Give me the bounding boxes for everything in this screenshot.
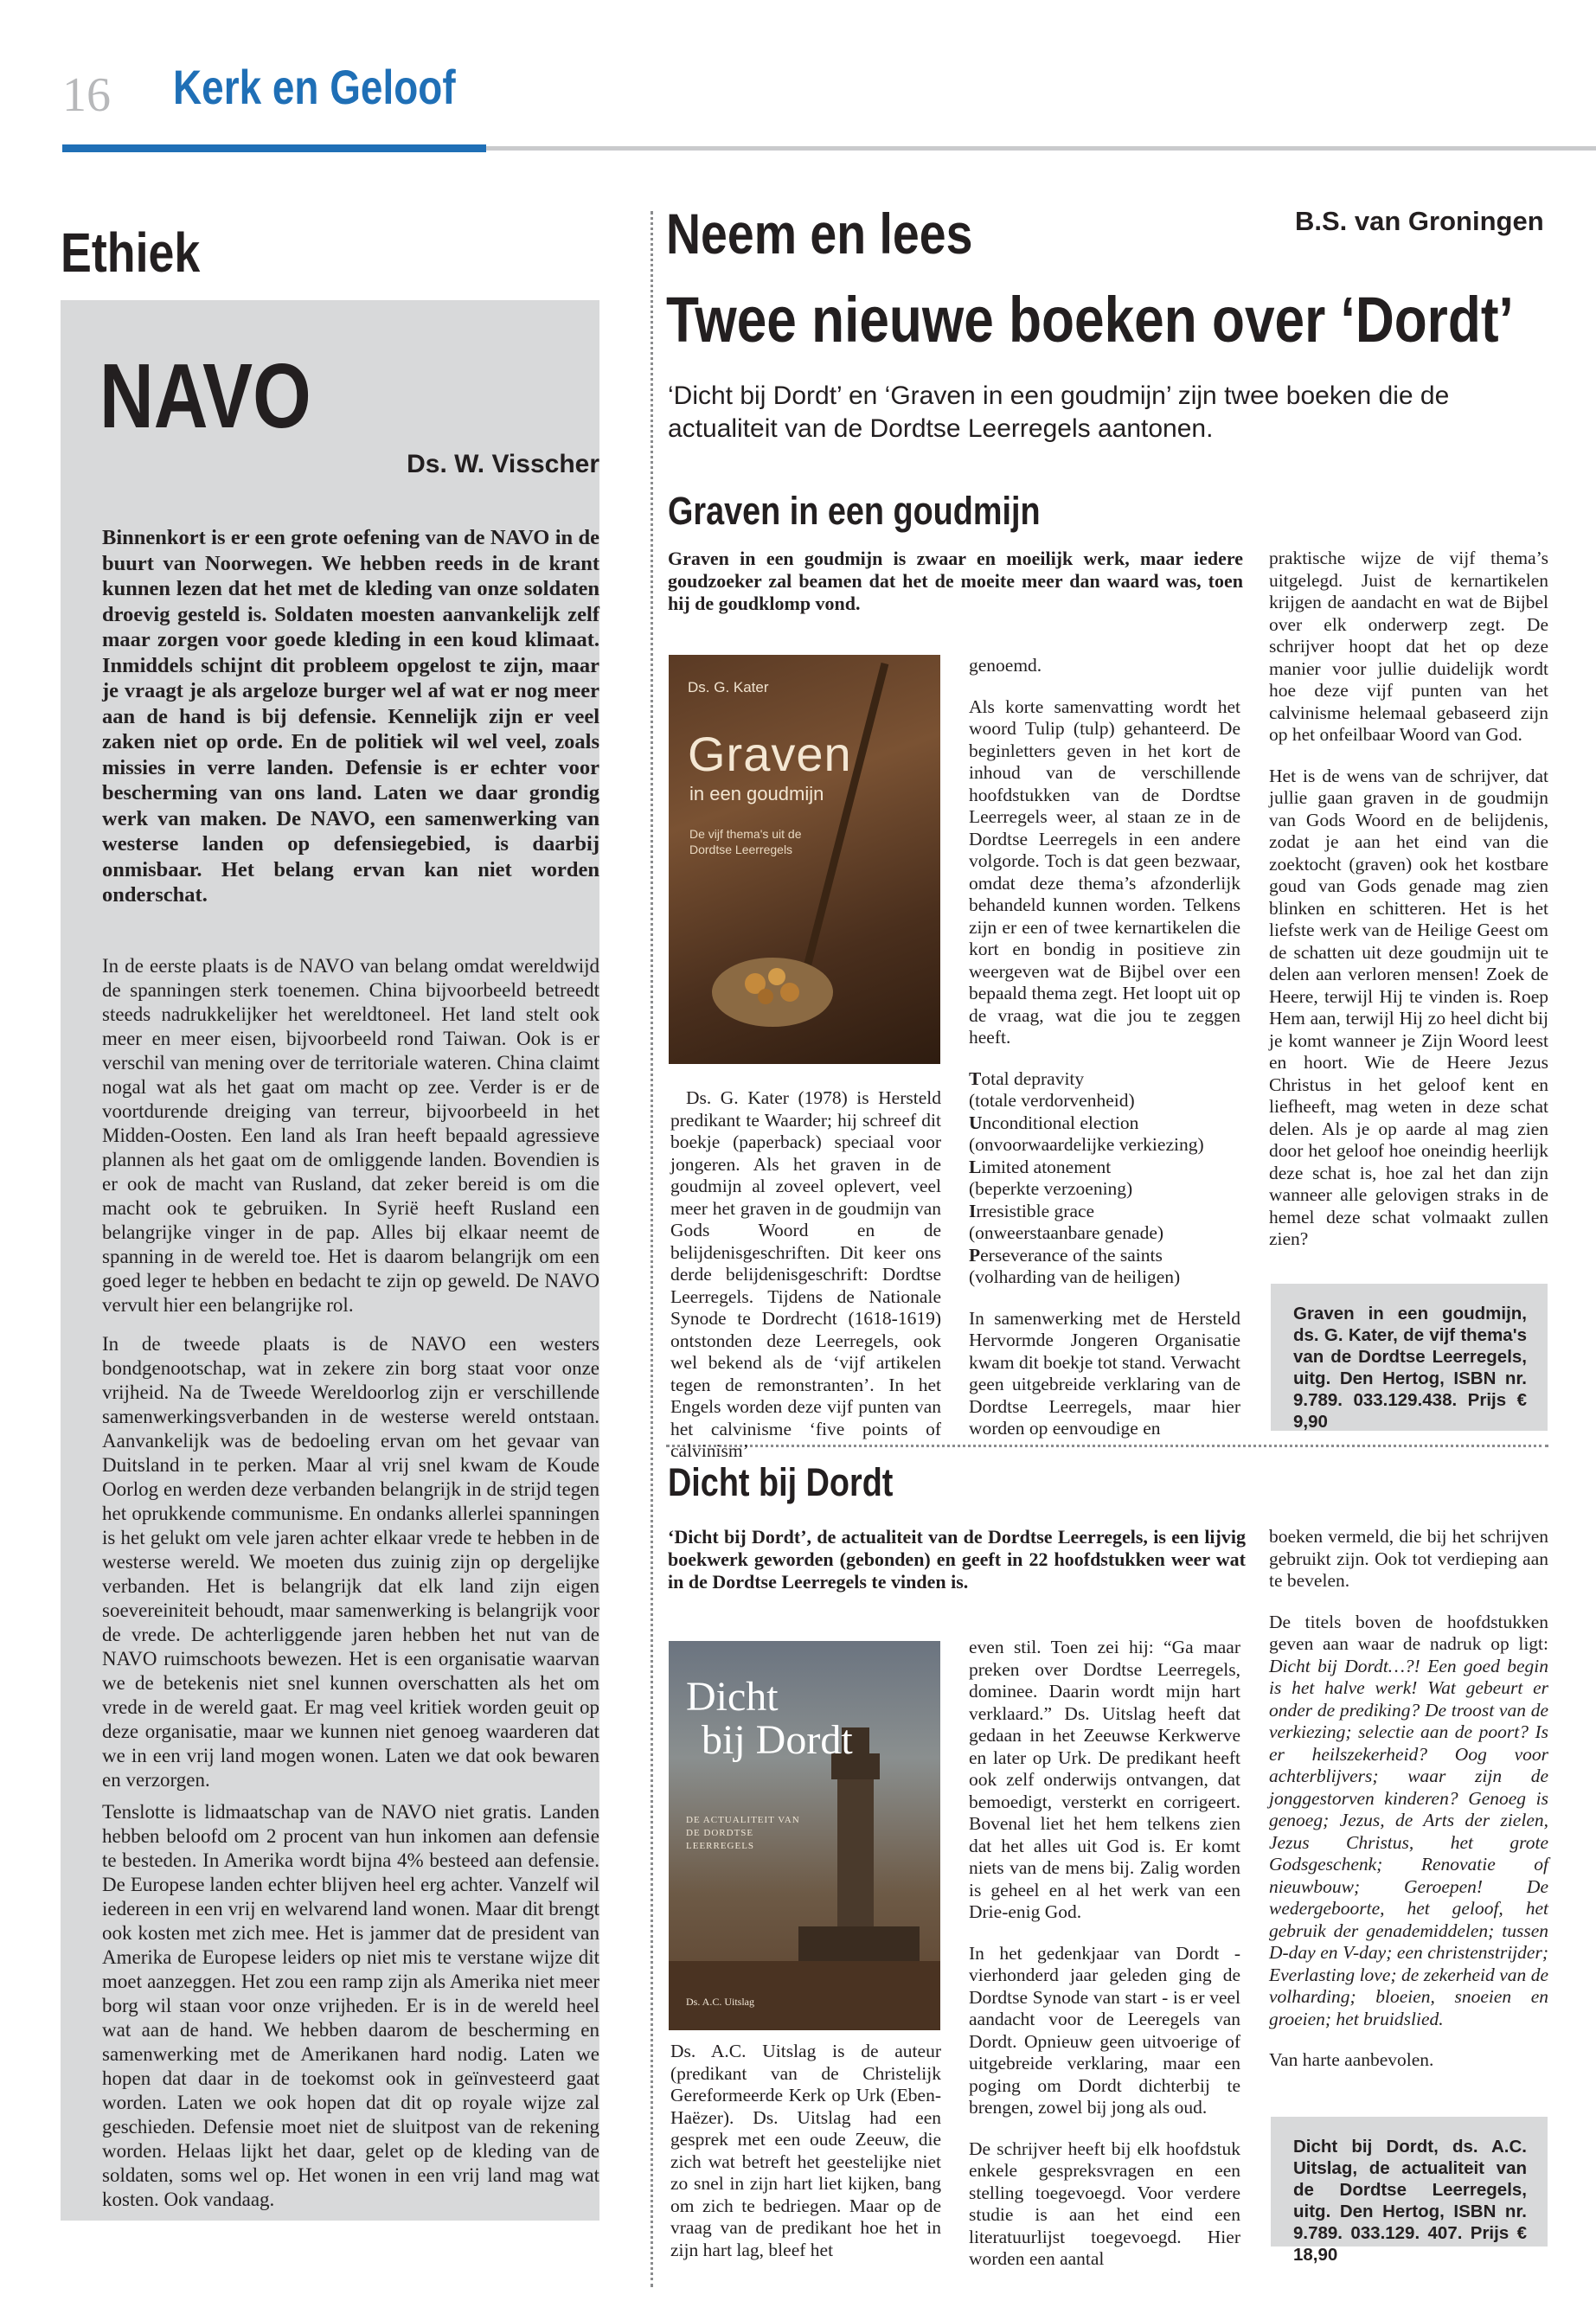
dicht-intro: ‘Dicht bij Dordt’, de actualiteit van de Dordtse Leerregels, is een lijvig boekwerk geworden (gebonden) en geeft in 22 hoofdstukken weer wat in de Dordtse Leerregels te vinden is.: [668, 1526, 1246, 1593]
dicht-cover-title-line-1: Dicht: [686, 1674, 779, 1720]
graven-cover-description: De vijf thema's uit de Dordtse Leerregels: [689, 827, 802, 856]
graven-column-2-closing: In samenwerking met de Hersteld Hervormde Jongeren Organisatie kwam dit boekje tot stand. Verwacht geen uitgebreide verklaring van de Dordtse Leerregels, maar hier worden op eenvoudige en: [969, 1307, 1240, 1439]
graven-column-3: [1269, 548, 1548, 1251]
dicht-cover-author: Ds. A.C. Uitslag: [686, 1996, 755, 2008]
dicht-column-1: [670, 2041, 941, 2261]
dicht-column-3: [1269, 1526, 1548, 2072]
dicht-column-2-text-b: In het gedenkjaar van Dordt - vierhonderd jaar geleden ging de Dordtse Synode van start - is er veel aandacht voor de Leeregels van Dordt. Opnieuw geen uitvoerige of uitgebreide verklaring, maar een poging om Dordt dichterbij te brengen, zowel bij jong als oud.: [969, 1942, 1240, 2118]
shovel-illustration: [669, 655, 940, 1064]
tulip-item: Unconditional election: [969, 1112, 1139, 1133]
dicht-heading: Dicht bij Dordt: [668, 1460, 894, 1504]
dicht-titles-intro: De titels boven de hoofdstukken geven aan waar de nadruk op ligt:: [1269, 1611, 1548, 1654]
graven-column-1: [670, 1087, 941, 1463]
graven-intro: Graven in een goudmijn is zwaar en moeilijk werk, maar iedere goudzoeker zal beamen dat het de moeite meer dan waard was, toen hij de goudklomp vond.: [668, 548, 1243, 614]
dicht-cover-title-line-2: bij Dordt: [702, 1717, 853, 1763]
dicht-column-1-text: Ds. A.C. Uitslag is de auteur (predikant van de Christelijk Gereformeerde Kerk op Urk (Eben-Haëzer). Ds. Uitslag had een gesprek met een oude Zeeuw, die zich wat betreft het geestelijke niet zo snel in zijn hart liet kijken, bang om zich te bedriegen. Maar op de vraag van de predikant hoe het in zijn hart lag, bleef het: [670, 2041, 941, 2260]
article-title: Twee nieuwe boeken over ‘Dordt’: [666, 284, 1514, 356]
dicht-cover-title: [686, 1676, 853, 1762]
tulip-item: Irresistible grace: [969, 1200, 1095, 1221]
navo-paragraph-2: [102, 1332, 599, 1792]
rubric-neem-en-lees: Neem en lees: [666, 202, 973, 266]
page-number: 16: [62, 68, 111, 122]
graven-book-info: Graven in een goudmijn, ds. G. Kater, de vijf thema's van de Dordtse Leerregels, uitg. Den Hertog, ISBN nr. 9.789. 033.129.438. Prijs € 9,90: [1271, 1284, 1548, 1431]
navo-paragraph-3-text: Tenslotte is lidmaatschap van de NAVO niet gratis. Landen hebben beloofd om 2 procent van hun inkomen aan defensie te besteden. In Amerika wordt bijna 4% besteed aan defensie. De Europese landen echter blijven heel erg achter. Vanzelf wil iedereen in een vrij en welvarend land wonen. Maar dit brengt ook kosten met zich mee. Het is jammer dat de president van Amerika de Europese leiders op niet mis te verstane wijze dit moet aanzeggen. Het zou een ramp zijn als Amerika niet meer borg wil staan voor onze vrijheden. Er is in de wereld heel wat aan de hand. We hebben daarom de bescherming en samenwerking met de Amerikanen hard nodig. Laten we hopen dat daar in de toekomst ook in geïnvesteerd gaat worden. Laten we ook hopen dat dit op royale wijze zal geschieden. Defensie moet niet de sluitpost van de rekening worden. Helaas lijkt het daar, gelet op de kleding van de soldaten, soms wel op. Het wonen in een vrij land mag wat kosten. Ook vandaag.: [102, 1801, 599, 2210]
dicht-book-info: Dicht bij Dordt, ds. A.C. Uitslag, de actualiteit van de Dordtse Leerregels, uitg. Den Hertog, ISBN nr. 9.789. 033.129. 407. Prijs € 18,90: [1271, 2117, 1548, 2247]
rubric-ethiek: Ethiek: [61, 221, 201, 284]
dicht-column-3-text-c: Van harte aanbevolen.: [1269, 2049, 1434, 2070]
article-lead: ‘Dicht bij Dordt’ en ‘Graven in een goudmijn’ zijn twee boeken die de actualiteit van de Dordtse Leerregels aantonen.: [668, 381, 1450, 443]
tulip-item: Limited atonement: [969, 1156, 1112, 1177]
navo-paragraph-1-text: In de eerste plaats is de NAVO van belang omdat wereldwijd de spanningen sterk toenemen. China bijvoorbeeld betreedt steeds nadrukkelijker het wereldtoneel. Het land stelt ook meer en meer eisen, bijvoorbeeld rond Taiwan. Ook is er verschil van mening over de territoriale wateren. China claimt nogal wat als het gaat om macht op zee. Verder is er de voortdurende dreiging van terreur, bijvoorbeeld in het Midden-Oosten. Een land als Iran heeft bepaald agressieve plannen als het gaat om de omliggende landen. Bovendien is er ook de macht van Rusland, dat zeker bereid is om die macht ook te gebruiken. In Syrië heeft Rusland een belangrijke vinger in de pap. Alles bij elkaar neemt de spanning in de wereld toe. Het is daarom belangrijk om een goed leger te hebben en bedacht te zijn op geweld. De NAVO vervult hier een belangrijke rol.: [102, 955, 599, 1316]
tulip-item: (onvoorwaardelijke verkiezing): [969, 1134, 1204, 1155]
dicht-column-2: [969, 1637, 1240, 2271]
header-rule: [486, 146, 1596, 151]
navo-intro-text: Binnenkort is er een grote oefening van de NAVO in de buurt van Noorwegen. We hebben reeds in de krant kunnen lezen dat het met de kleding van onze soldaten droevig gesteld is. Soldaten moesten aanvankelijk zelf maar zorgen voor goede kleding in een koud klimaat. Inmiddels schijnt dit probleem opgelost te zijn, maar je vraagt je als argeloze burger wel af wat er nog meer aan de hand is bij defensie. Kennelijk zijn er veel zaken niet op orde. En de politiek wil wel veel, zoals missies in verre landen. Defensie is er echter voor bescherming van ons land. Laten we daar grondig werk van maken. De NAVO, een samenwerking van westerse landen op defensiegebied, is daarbij onmisbaar. Het belang ervan kan niet worden onderschat.: [102, 526, 599, 907]
navo-intro: [102, 525, 599, 908]
tulip-item: (onweerstaanbare genade): [969, 1222, 1164, 1243]
graven-book-cover: [669, 655, 940, 1064]
graven-column-3-text-b: Het is de wens van de schrijver, dat jullie gaan graven in de goudmijn van Gods Woord en de belijdenis, zodat je aan het eind van die zoektocht (graven) ook het kostbare goud van Gods genade mag zien blinken en schitteren. Het is het liefste werk van de Heilige Geest om de schatten uit deze goudmijn uit te delen aan verloren mensen! Zoek de Heere, terwijl Hij te vinden is. Roep Hem aan, terwijl Hij zo heel dicht bij je komt wanneer je Zijn Woord leest en hoort. Wie de Heere Jezus Christus in het geloof kent en liefheeft, mag weten in deze schat delen. Als je op aarde al mag zien door het geloof hoe oneindig heerlijk deze schat is, hoe zal het dan zijn wanneer alle gelovigen straks in de hemel deze schat volmaakt zullen zien?: [1269, 765, 1548, 1249]
graven-cover-subtitle: in een goudmijn: [689, 783, 824, 804]
navo-paragraph-2-text: In de tweede plaats is de NAVO een westers bondgenootschap, wat in zekere zin borg staat voor onze vrijheid. Na de Tweede Wereldoorlog zijn er verschillende samenwerkingsverbanden in de westerse wereld ontstaan. Aanvankelijk was de bedoeling ervan om het gevaar van Duitsland in te perken. Maar al vrij snel kwam de Koude Oorlog en werden deze verbanden belangrijk in de strijd tegen het oprukkende communisme. En ondanks allerlei spanningen is het gelukt om vele jaren achter elkaar vrede te hebben in de westerse wereld. We moeten dus zuinig zijn op dergelijke verbanden. Het is belangrijk dat elk land zijn eigen soevereiniteit behoudt, maar samenwerking is belangrijk voor de vrede. De achterliggende jaren hebben het nut van de NAVO ruimschoots bewezen. Het is een organisatie waarvan we de betekenis niet snel kunnen overschatten als het om vrede in de wereld gaat. Er mag veel kritiek worden geuit op deze organisatie, maar we kunnen niet genoeg waarderen dat we in een vrij land mogen wonen. Laten we dat ook bewaren en verzorgen.: [102, 1333, 599, 1791]
dicht-column-3-text-a: boeken vermeld, die bij het schrijven gebruikt zijn. Ook tot verdieping aan te bevelen.: [1269, 1526, 1548, 1591]
graven-column-3-text-a: praktische wijze de vijf thema’s uitgelegd. Juist de kernartikelen krijgen de aandacht en wat de Bijbel over elk onderwerp zegt. De schrijver hoopt dat het op deze manier voor jullie duidelijk wordt hoe deze vijf punten van het calvinisme helemaal gebaseerd zijn op het onfeilbaar Woord van God.: [1269, 548, 1548, 745]
tulip-item: (beperkte verzoening): [969, 1178, 1133, 1199]
navo-paragraph-1: [102, 954, 599, 1317]
graven-column-2: [969, 655, 1240, 1440]
tulip-list: [969, 1068, 1240, 1289]
graven-cover-author: Ds. G. Kater: [688, 679, 769, 695]
tulip-item: (volharding van de heiligen): [969, 1266, 1181, 1287]
dicht-chapter-titles: Dicht bij Dordt…?! Een goed begin is het halve werk! Wat gebeurt er onder de prediking? De troost van de verkiezing; selectie aan de poort? Is er heilszekerheid? Oog voor achterblijvers; waar zijn de jonggestorven kinderen? Genoeg is genoeg; Jezus, de Arts der zielen, Jezus Christus, het grote Godsgeschenk; Renovatie of nieuwbouw; Geroepen! De wedergeboorte, het geloof, het gebruik der genademiddelen; tussen D-day en V-day; een christenstrijder; Everlasting love; de zekerheid van de volharding; bloeien, snoeien en groeien; het bruidslied.: [1269, 1655, 1548, 2029]
tulip-item: (totale verdorvenheid): [969, 1090, 1135, 1111]
dicht-column-3-text-b: [1269, 1612, 1548, 2031]
header-rule-accent: [62, 144, 486, 152]
dicht-cover-subtitle: DE ACTUALITEIT VAN DE DORDTSE LEERREGELS: [686, 1815, 800, 1851]
graven-cover-title: Graven: [688, 727, 852, 781]
graven-column-2-opening: genoemd.: [969, 655, 1042, 676]
dicht-column-2-text-a: even stil. Toen zei hij: “Ga maar preken over Dordtse Leerregels, dominee. Daarin wordt mijn hart verklaard.” Ds. Uitslag heeft dat gedaan in het Zeeuwse Kerkwerve en later op Urk. De predikant heeft ook zelf onderwijs ontvangen, dat bemoedigt, versterkt en corrigeert. Bovenal liet het hem telkens zien dat het alles uit God is. Er komt niets van de mens bij. Zalig worden is geheel en al het werk van een Drie-enig God.: [969, 1637, 1240, 1922]
graven-heading: Graven in een goudmijn: [668, 489, 1041, 533]
graven-column-2-summary: Als korte samenvatting wordt het woord Tulip (tulp) gehanteerd. De beginletters geven in het kort de inhoud van de verschillende hoofdstukken van de Dordtse Leerregels weer, al staan ze in de Dordtse Leerregels in een andere volgorde. Toch is dat geen bezwaar, omdat deze thema’s afzonderlijk behandeld kunnen worden. Telkens zijn er een of twee kernartikelen die kort en bondig in positieve zin weergeven wat de Bijbel over een bepaald thema zegt. Het loopt uit op de vraag, wat die jou te zeggen heeft.: [969, 695, 1240, 1048]
byline: B.S. van Groningen: [1295, 206, 1544, 236]
dicht-book-cover: [669, 1641, 940, 2030]
navo-author: Ds. W. Visscher: [407, 450, 599, 478]
dicht-column-2-text-c: De schrijver heeft bij elk hoofdstuk enkele gespreksvragen en een stelling toegevoegd. Voor verdere studie is aan het eind een literatuurlijst toegevoegd. Hier worden een aantal: [969, 2138, 1240, 2269]
graven-column-1-text: Ds. G. Kater (1978) is Hersteld predikant te Waarder; hij schreef dit boekje (paperback) speciaal voor jongeren. Als het graven in de goudmijn al zoveel oplevert, veel meer het graven in de goudmijn van Gods Woord en de belijdenisgeschriften. Dit keer ons derde belijdenisgeschrift: Dordtse Leerregels. Tijdens de Nationale Synode te Dordrecht (1618-1619) ontstonden deze Leerregels, ook wel bekend als de ‘vijf artikelen tegen de remonstranten’. In het Engels worden deze vijf punten van het calvinisme ‘five points of calvinism’: [670, 1087, 941, 1461]
tulip-item: Perseverance of the saints: [969, 1244, 1163, 1266]
section-title: Kerk en Geloof: [173, 60, 456, 114]
navo-paragraph-3: [102, 1800, 599, 2212]
navo-title: NAVO: [99, 345, 311, 447]
tulip-item: Total depravity: [969, 1067, 1085, 1089]
column-divider: [651, 211, 653, 2287]
